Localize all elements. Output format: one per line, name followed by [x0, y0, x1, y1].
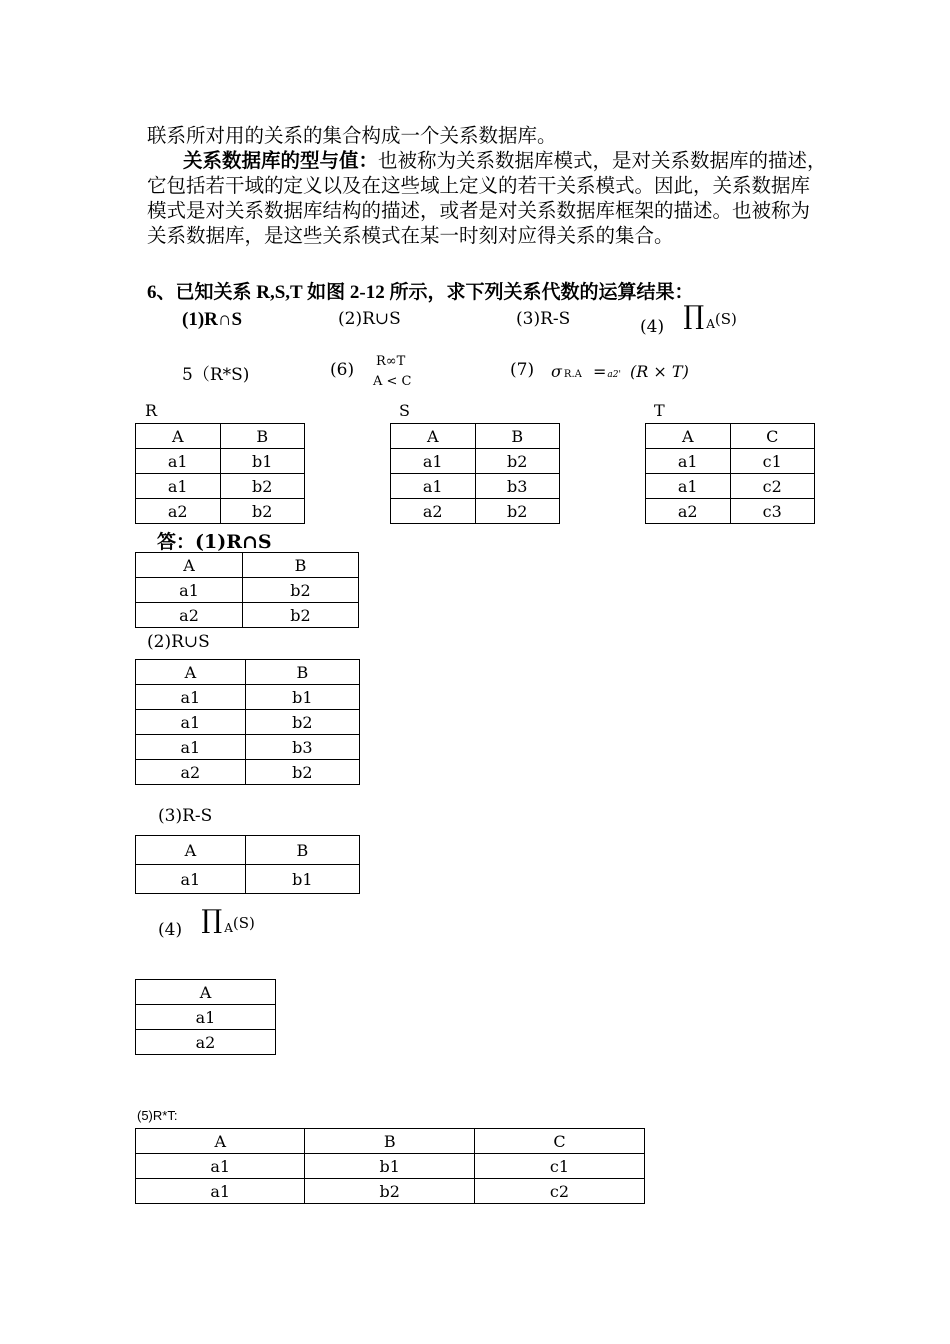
table-row: [136, 578, 359, 603]
table-cell: a1: [136, 1154, 305, 1179]
header-cell: B: [220, 424, 305, 449]
theta-join-relation: R∞T: [376, 354, 406, 369]
table-row: [646, 474, 815, 499]
op-natural-join: 5（R*S): [182, 365, 250, 385]
table-cell: b1: [245, 865, 359, 894]
relation-t-table: [645, 423, 815, 524]
pi-symbol: ∏: [201, 905, 223, 935]
table-cell: a1: [136, 735, 246, 760]
theta-join-condition: A < C: [373, 374, 412, 389]
op4-subscript: A: [706, 317, 715, 331]
table-row: [646, 449, 815, 474]
relation-s-table: [390, 423, 560, 524]
pi-symbol: ∏: [683, 301, 705, 331]
table-cell: a2: [136, 603, 243, 628]
header-cell: A: [136, 424, 221, 449]
op7-number: (7): [510, 360, 535, 380]
op-theta-join: [373, 352, 412, 392]
answer-4-table: [135, 979, 276, 1055]
answer-3-table: [135, 835, 360, 894]
relation-t-label: T: [654, 401, 665, 420]
table-cell: a2: [136, 499, 221, 524]
table-cell: c2: [474, 1179, 644, 1204]
intro-line: 联系所对用的关系的集合构成一个关系数据库。: [147, 124, 557, 147]
op6-number: (6): [330, 360, 355, 380]
header-cell: A: [136, 980, 276, 1005]
table-cell: b1: [245, 685, 359, 710]
answer-1-title: 答：(1)R∩S: [157, 531, 272, 553]
table-cell: a1: [391, 449, 476, 474]
op7-argument: (R × T): [630, 362, 689, 381]
table-cell: a1: [136, 1005, 276, 1030]
table-cell: b2: [245, 760, 359, 785]
a4-subscript: A: [224, 921, 233, 935]
table-cell: a2: [646, 499, 731, 524]
table-row: [136, 499, 305, 524]
table-cell: a2: [391, 499, 476, 524]
op4-argument: (S): [714, 310, 737, 328]
op7-subscript-value: a2': [607, 370, 621, 380]
a4-argument: (S): [232, 914, 255, 932]
table-cell: b2: [220, 474, 305, 499]
table-row: [136, 1154, 645, 1179]
op-selection: [551, 362, 689, 381]
table-cell: c3: [730, 499, 815, 524]
header-cell: B: [305, 1129, 474, 1154]
table-cell: b2: [243, 578, 359, 603]
table-cell: a1: [646, 449, 731, 474]
op-union: (2)R∪S: [338, 309, 401, 329]
table-header-row: [136, 980, 276, 1005]
table-cell: b2: [220, 499, 305, 524]
answer-1-table: [135, 552, 359, 628]
table-cell: b2: [245, 710, 359, 735]
table-row: [136, 735, 360, 760]
answer-2-title: (2)R∪S: [147, 632, 210, 652]
answer-5-table: [135, 1128, 645, 1204]
header-cell: A: [646, 424, 731, 449]
table-header-row: [136, 424, 305, 449]
sigma-symbol: σ: [551, 362, 562, 381]
table-row: [136, 449, 305, 474]
header-cell: C: [730, 424, 815, 449]
table-header-row: [646, 424, 815, 449]
table-cell: a1: [136, 449, 221, 474]
table-cell: b1: [220, 449, 305, 474]
table-cell: a1: [136, 710, 246, 735]
header-cell: B: [243, 553, 359, 578]
table-row: [391, 449, 560, 474]
table-cell: a1: [136, 578, 243, 603]
table-cell: b2: [475, 499, 560, 524]
table-row: [136, 1005, 276, 1030]
table-row: [136, 685, 360, 710]
definition-paragraph: [147, 148, 827, 248]
table-row: [136, 1179, 645, 1204]
table-cell: a1: [136, 474, 221, 499]
header-cell: A: [391, 424, 476, 449]
table-header-row: [136, 553, 359, 578]
table-row: [391, 499, 560, 524]
header-cell: B: [245, 660, 359, 685]
intro-text: [147, 123, 827, 248]
table-cell: a1: [136, 1179, 305, 1204]
op-difference: (3)R-S: [516, 309, 571, 329]
relation-r-label: R: [145, 401, 158, 420]
op4-number: (4): [640, 317, 665, 337]
a4-number: (4): [158, 920, 183, 940]
answer-2-table: [135, 659, 360, 785]
answer-3-title: (3)R-S: [158, 806, 213, 826]
question-heading: 6、已知关系 R,S,T 如图 2-12 所示，求下列关系代数的运算结果：: [147, 282, 694, 303]
op-intersection: (1)R∩S: [182, 309, 243, 330]
op-projection: [640, 301, 737, 339]
relation-s-label: S: [399, 401, 410, 420]
table-cell: b3: [245, 735, 359, 760]
header-cell: A: [136, 1129, 305, 1154]
table-cell: a1: [646, 474, 731, 499]
answer-4-title: [158, 905, 255, 942]
table-header-row: [391, 424, 560, 449]
table-cell: a2: [136, 1030, 276, 1055]
table-cell: b2: [475, 449, 560, 474]
table-row: [136, 865, 360, 894]
answer-5-title: (5)R*T:: [137, 1108, 178, 1123]
op7-subscript-attr: R.A: [563, 369, 582, 380]
table-cell: c1: [474, 1154, 644, 1179]
table-cell: a1: [136, 685, 246, 710]
table-cell: b2: [305, 1179, 474, 1204]
header-cell: B: [245, 836, 359, 865]
table-row: [136, 760, 360, 785]
table-header-row: [136, 836, 360, 865]
table-row: [136, 474, 305, 499]
table-cell: a2: [136, 760, 246, 785]
table-row: [136, 710, 360, 735]
table-header-row: [136, 1129, 645, 1154]
table-cell: a1: [391, 474, 476, 499]
header-cell: C: [474, 1129, 644, 1154]
table-cell: c2: [730, 474, 815, 499]
table-row: [391, 474, 560, 499]
header-cell: A: [136, 660, 246, 685]
table-cell: b2: [243, 603, 359, 628]
header-cell: B: [475, 424, 560, 449]
table-header-row: [136, 660, 360, 685]
table-row: [646, 499, 815, 524]
table-cell: b1: [305, 1154, 474, 1179]
header-cell: A: [136, 553, 243, 578]
op7-equals: =: [592, 362, 607, 381]
table-row: [136, 1030, 276, 1055]
definition-body: 也被称为关系数据库模式，是对关系数据库的描述，它包括若干域的定义以及在这些域上定义的若干关系模式。因此，关系数据库模式是对关系数据库结构的描述，或者是对关系数据库框架的描述。也被称为关系数据库，是这些关系模式在某一时刻对应得关系的集合。: [147, 149, 827, 247]
table-cell: c1: [730, 449, 815, 474]
header-cell: A: [136, 836, 246, 865]
table-cell: a1: [136, 865, 246, 894]
table-row: [136, 603, 359, 628]
definition-term: 关系数据库的型与值：: [183, 149, 379, 172]
relation-r-table: [135, 423, 305, 524]
table-cell: b3: [475, 474, 560, 499]
